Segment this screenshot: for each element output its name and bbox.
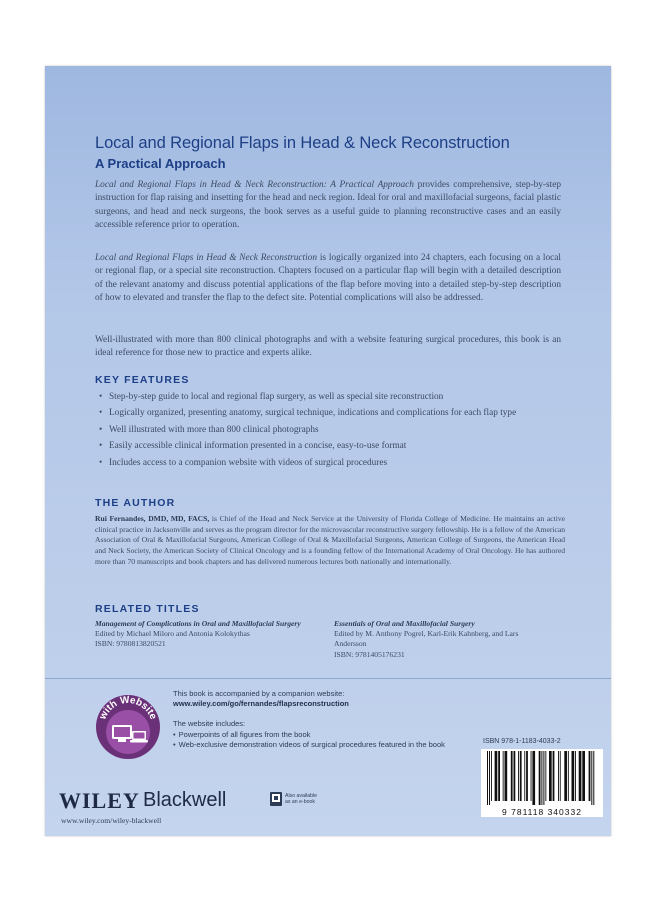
barcode-bar	[553, 751, 555, 801]
bullet-icon: •	[99, 441, 103, 452]
related-titles-heading: RELATED TITLES	[95, 603, 200, 615]
related-title-isbn: ISBN: 9780813820521	[95, 639, 166, 649]
ebook-notice: Also available as an e-book	[285, 793, 318, 805]
barcode-bar	[589, 751, 591, 801]
barcode-bar	[558, 751, 559, 801]
barcode-bar	[518, 751, 519, 801]
barcode-bar	[591, 751, 592, 805]
barcode-bar	[560, 751, 561, 801]
description-paragraph-2	[95, 252, 561, 306]
barcode-bar	[564, 751, 567, 801]
barcode-bar	[495, 751, 498, 801]
publisher-website[interactable]: www.wiley.com/wiley-blackwell	[61, 816, 162, 825]
barcode-bar	[514, 751, 516, 801]
barcode-bar	[575, 751, 576, 801]
book-subtitle: A Practical Approach	[95, 156, 226, 171]
related-title-editors: Edited by Michael Miloro and Antonia Kolokythas	[95, 629, 250, 639]
list-item: • Easily accessible clinical information presented in a concise, easy-to-use format	[95, 440, 561, 453]
related-title-isbn: ISBN: 9781405176231	[334, 649, 405, 659]
bullet-icon: •	[99, 408, 103, 419]
barcode-bar	[520, 751, 522, 801]
bullet-icon: •	[99, 457, 103, 468]
barcode-bar	[531, 751, 532, 801]
barcode-bar	[545, 751, 546, 801]
bullet-icon: •	[99, 392, 103, 402]
isbn-label: ISBN 978-1-1183-4033-2	[483, 738, 561, 745]
list-item: • Logically organized, presenting anatomy, surgical technique, indications and complications for each flap type	[95, 407, 561, 420]
barcode-bar	[593, 751, 594, 805]
companion-url[interactable]: www.wiley.com/go/fernandes/flapsreconstruction	[173, 699, 349, 709]
para2-book-title: Local and Regional Flaps in Head & Neck Reconstruction	[95, 253, 318, 263]
barcode-bar	[505, 751, 508, 801]
author-name: Rui Fernandes, DMD, MD, FACS,	[95, 514, 210, 523]
section-divider	[45, 678, 611, 679]
barcode-bar	[498, 751, 500, 801]
ebook-icon	[270, 792, 282, 806]
companion-website-badge	[95, 694, 161, 760]
para1-book-title: Local and Regional Flaps in Head & Neck Reconstruction: A Practical Approach	[95, 180, 414, 190]
book-back-cover	[45, 66, 611, 836]
companion-intro: This book is accompanied by a companion website:	[173, 689, 345, 698]
related-title-2	[334, 619, 544, 660]
laptop-icon	[130, 731, 148, 743]
barcode-bar	[524, 751, 525, 801]
related-title-editors: Edited by M. Anthony Pogrel, Karl-Erik Kahnberg, and Lars Andersson	[334, 629, 519, 649]
barcode-bar	[579, 751, 582, 801]
key-features-heading: KEY FEATURES	[95, 374, 190, 386]
list-item: • Web-exclusive demonstration videos of surgical procedures featured in the book	[173, 740, 453, 750]
barcode-bar	[511, 751, 513, 801]
barcode-bar	[526, 751, 528, 801]
author-bio	[95, 514, 565, 568]
description-paragraph-3: Well-illustrated with more than 800 clinical photographs and with a website featuring surgical procedures, this book is an ideal reference for those new to practice and experts alike.	[95, 335, 561, 359]
barcode-bar	[541, 751, 542, 805]
author-bio-text: is Chief of the Head and Neck Service at the University of Florida College of Medicine. He maintains an active clinical practice in Jacksonville and serves as the program director for the microvascular reconstructive surgery fellowship. He is a fellow of the American Association of Oral & Maxillofacial Surgeons, American College of Oral & Maxillofacial Surgeons, American College of Surgeons, the American Head and Neck Society, the American Society of Clinical Oncology and is a founding fellow of the International Academy of Oral Oncology. He has authored more than 70 manuscripts and book chapters and has delivered numerous lectures both nationally and internationally.	[95, 514, 565, 566]
bullet-icon: •	[99, 424, 103, 435]
description-paragraph-1	[95, 179, 561, 233]
badge-text: with Website	[97, 694, 159, 722]
barcode-bar	[539, 751, 541, 805]
barcode-bar	[487, 751, 488, 805]
companion-includes-heading: The website includes:	[173, 719, 246, 729]
list-item: • Step-by-step guide to local and regional flap surgery, as well as special site reconstruction	[95, 391, 561, 404]
barcode-digits: 9 781118 340332	[481, 807, 603, 817]
companion-includes-list	[173, 730, 453, 750]
barcode-bar	[568, 751, 569, 801]
list-item: • Well illustrated with more than 800 clinical photographs	[95, 424, 561, 437]
publisher-wiley-logo: WILEY	[59, 788, 140, 813]
publisher-blackwell-logo: Blackwell	[143, 789, 227, 811]
related-title-1	[95, 619, 305, 650]
key-features-list	[95, 391, 561, 473]
barcode-bar	[491, 751, 492, 801]
barcode-bar	[549, 751, 552, 801]
related-title-name: Management of Complications in Oral and Maxillofacial Surgery	[95, 619, 301, 628]
barcode-bar	[503, 751, 504, 801]
list-item: • Powerpoints of all figures from the book	[173, 730, 453, 740]
companion-website-info	[173, 689, 453, 750]
barcode-bar	[532, 751, 535, 805]
barcode-bar	[543, 751, 544, 805]
book-title: Local and Regional Flaps in Head & Neck Reconstruction	[95, 134, 510, 152]
para2-text: is logically organized into 24 chapters, each focusing on a local or regional flap, or a special site reconstruction. Chapters focused on a particular flap will begin with a detailed description of the relevant anatomy and discuss potential applications of the flap before moving into a detailed step-by-step description of how to elevated and transfer the flap to the defect site. Potential complications will also be addressed.	[95, 253, 561, 304]
list-item: • Includes access to a companion website with videos of surgical procedures	[95, 457, 561, 470]
barcode-bar	[582, 751, 585, 801]
para1-text: provides comprehensive, step-by-step instruction for flap raising and insetting for the head and neck region. Ideal for oral and maxillofacial surgeons, facial plastic surgeons, and head and neck surgeons, the book serves as a useful guide to planning reconstructive cases and an easily accessible reference prior to operation.	[95, 180, 561, 231]
barcode-bars	[481, 749, 603, 807]
barcode-bar	[572, 751, 575, 801]
barcode-bar	[489, 751, 490, 805]
related-title-name: Essentials of Oral and Maxillofacial Surgery	[334, 619, 475, 628]
author-heading: THE AUTHOR	[95, 497, 176, 509]
